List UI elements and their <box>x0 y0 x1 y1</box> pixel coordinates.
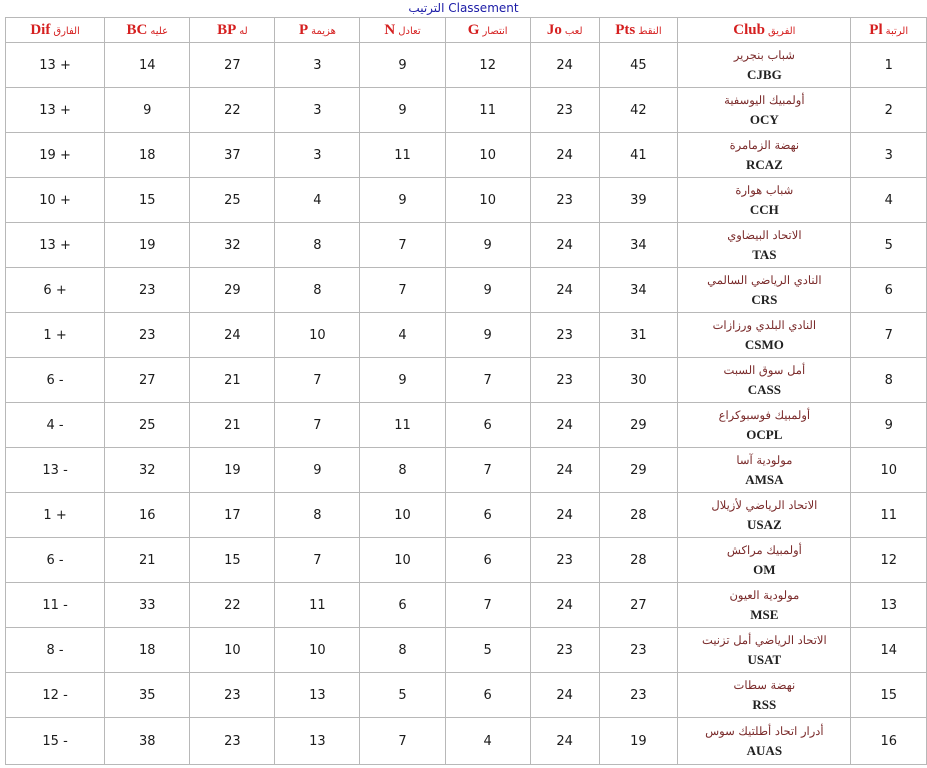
cell-g: 10 <box>445 133 530 178</box>
cell-jo: 23 <box>530 538 599 583</box>
table-row <box>6 493 927 538</box>
cell-bp: 27 <box>190 43 275 88</box>
cell-g: 6 <box>445 403 530 448</box>
cell-bp: 29 <box>190 268 275 313</box>
cell-pts: 28 <box>599 493 678 538</box>
cell-pl: 7 <box>851 313 927 358</box>
club-code: OCPL <box>746 427 783 442</box>
cell-pl: 1 <box>851 43 927 88</box>
cell-g: 11 <box>445 88 530 133</box>
cell-club <box>678 673 851 718</box>
cell-bc: 19 <box>105 223 190 268</box>
club-code: CRS <box>751 292 778 307</box>
table-row <box>6 88 927 133</box>
cell-dif: 8 - <box>6 628 105 673</box>
club-code: AMSA <box>745 472 784 487</box>
cell-jo: 24 <box>530 583 599 628</box>
club-name-arabic: أولمبيك مراكش <box>726 543 802 557</box>
cell-pl: 12 <box>851 538 927 583</box>
cell-pts: 23 <box>599 628 678 673</box>
cell-p: 8 <box>275 223 360 268</box>
header-jo: لعبJo <box>530 18 599 43</box>
club-code: TAS <box>752 247 777 262</box>
cell-bc: 38 <box>105 718 190 765</box>
cell-n: 10 <box>360 538 445 583</box>
cell-g: 12 <box>445 43 530 88</box>
club-name-arabic: نهضة الزمامرة <box>729 138 800 152</box>
table-row <box>6 358 927 403</box>
cell-n: 7 <box>360 223 445 268</box>
club-name-arabic: مولودية آسا <box>736 453 793 467</box>
cell-pl: 4 <box>851 178 927 223</box>
club-code: MSE <box>750 607 779 622</box>
cell-bc: 18 <box>105 628 190 673</box>
cell-bp: 21 <box>190 403 275 448</box>
cell-dif: 15 - <box>6 718 105 765</box>
cell-bc: 9 <box>105 88 190 133</box>
cell-pts: 27 <box>599 583 678 628</box>
cell-bp: 22 <box>190 583 275 628</box>
cell-pl: 13 <box>851 583 927 628</box>
cell-n: 7 <box>360 718 445 765</box>
cell-club <box>678 223 851 268</box>
club-code: CSMO <box>744 337 784 352</box>
cell-jo: 24 <box>530 493 599 538</box>
cell-p: 9 <box>275 448 360 493</box>
club-name-arabic: الاتحاد البيضاوي <box>727 228 802 242</box>
cell-p: 3 <box>275 88 360 133</box>
cell-pl: 9 <box>851 403 927 448</box>
cell-p: 13 <box>275 673 360 718</box>
cell-pts: 29 <box>599 403 678 448</box>
title-arabic: الترتيب <box>408 1 445 15</box>
cell-club <box>678 268 851 313</box>
cell-g: 5 <box>445 628 530 673</box>
table-row <box>6 583 927 628</box>
cell-pts: 28 <box>599 538 678 583</box>
cell-p: 7 <box>275 403 360 448</box>
cell-club <box>678 88 851 133</box>
cell-g: 9 <box>445 268 530 313</box>
club-code: RCAZ <box>745 157 783 172</box>
cell-n: 8 <box>360 628 445 673</box>
header-g: انتصارG <box>445 18 530 43</box>
cell-dif: 1 + <box>6 493 105 538</box>
cell-bp: 23 <box>190 718 275 765</box>
cell-jo: 23 <box>530 313 599 358</box>
club-name-arabic: الاتحاد الرياضي أمل تزنيت <box>702 633 827 647</box>
cell-p: 11 <box>275 583 360 628</box>
table-row <box>6 403 927 448</box>
club-code: RSS <box>752 697 777 712</box>
header-dif: الفارقDif <box>6 18 105 43</box>
cell-bc: 15 <box>105 178 190 223</box>
cell-dif: 6 - <box>6 358 105 403</box>
cell-n: 9 <box>360 178 445 223</box>
cell-pts: 42 <box>599 88 678 133</box>
header-n: تعادلN <box>360 18 445 43</box>
cell-dif: 1 + <box>6 313 105 358</box>
cell-p: 4 <box>275 178 360 223</box>
cell-jo: 24 <box>530 718 599 765</box>
cell-pts: 39 <box>599 178 678 223</box>
cell-club <box>678 313 851 358</box>
cell-bc: 21 <box>105 538 190 583</box>
cell-bc: 23 <box>105 313 190 358</box>
club-name-arabic: أدرار اتحاد أطلتيك سوس <box>705 724 824 738</box>
cell-pl: 3 <box>851 133 927 178</box>
cell-bc: 33 <box>105 583 190 628</box>
cell-club <box>678 43 851 88</box>
header-bp: لهBP <box>190 18 275 43</box>
cell-pts: 30 <box>599 358 678 403</box>
cell-pl: 8 <box>851 358 927 403</box>
club-name-arabic: شباب هوارة <box>735 183 794 197</box>
cell-jo: 24 <box>530 223 599 268</box>
cell-bp: 25 <box>190 178 275 223</box>
page-title <box>0 0 927 17</box>
cell-p: 7 <box>275 538 360 583</box>
cell-n: 7 <box>360 268 445 313</box>
cell-bp: 32 <box>190 223 275 268</box>
cell-g: 6 <box>445 493 530 538</box>
cell-n: 11 <box>360 403 445 448</box>
cell-club <box>678 493 851 538</box>
cell-n: 11 <box>360 133 445 178</box>
cell-bp: 21 <box>190 358 275 403</box>
cell-p: 7 <box>275 358 360 403</box>
header-row <box>6 18 927 43</box>
cell-bp: 19 <box>190 448 275 493</box>
club-code: CASS <box>747 382 781 397</box>
club-name-arabic: مولودية العيون <box>729 588 800 602</box>
cell-jo: 24 <box>530 673 599 718</box>
cell-dif: 11 - <box>6 583 105 628</box>
cell-jo: 24 <box>530 403 599 448</box>
cell-bp: 37 <box>190 133 275 178</box>
club-name-arabic: الاتحاد الرياضي لأزيلال <box>711 498 818 512</box>
cell-p: 3 <box>275 133 360 178</box>
cell-bp: 10 <box>190 628 275 673</box>
table-row <box>6 133 927 178</box>
cell-club <box>678 178 851 223</box>
club-name-arabic: أمل سوق السبت <box>723 363 806 377</box>
cell-club <box>678 133 851 178</box>
cell-pl: 2 <box>851 88 927 133</box>
club-code: CCH <box>749 202 779 217</box>
cell-n: 8 <box>360 448 445 493</box>
table-row <box>6 538 927 583</box>
table-row <box>6 223 927 268</box>
cell-club <box>678 583 851 628</box>
club-code: OM <box>753 562 776 577</box>
table-row <box>6 448 927 493</box>
cell-pts: 29 <box>599 448 678 493</box>
club-code: USAT <box>747 652 782 667</box>
header-pts: النقطPts <box>599 18 678 43</box>
cell-pts: 41 <box>599 133 678 178</box>
cell-bp: 17 <box>190 493 275 538</box>
cell-jo: 23 <box>530 88 599 133</box>
table-row <box>6 313 927 358</box>
cell-dif: 10 + <box>6 178 105 223</box>
cell-g: 6 <box>445 538 530 583</box>
table-row <box>6 178 927 223</box>
club-code: AUAS <box>746 743 783 758</box>
cell-n: 5 <box>360 673 445 718</box>
cell-club <box>678 403 851 448</box>
cell-p: 13 <box>275 718 360 765</box>
cell-pl: 11 <box>851 493 927 538</box>
cell-club <box>678 358 851 403</box>
club-code: USAZ <box>747 517 782 532</box>
cell-g: 4 <box>445 718 530 765</box>
cell-club <box>678 448 851 493</box>
cell-g: 9 <box>445 223 530 268</box>
cell-p: 8 <box>275 268 360 313</box>
header-bc: عليهBC <box>105 18 190 43</box>
header-club: الفريقClub <box>678 18 851 43</box>
cell-p: 3 <box>275 43 360 88</box>
cell-bp: 15 <box>190 538 275 583</box>
cell-n: 9 <box>360 358 445 403</box>
cell-jo: 24 <box>530 448 599 493</box>
cell-bc: 32 <box>105 448 190 493</box>
club-name-arabic: النادي البلدي ورزازات <box>712 318 817 332</box>
cell-n: 4 <box>360 313 445 358</box>
cell-bc: 27 <box>105 358 190 403</box>
cell-pts: 19 <box>599 718 678 765</box>
cell-pts: 23 <box>599 673 678 718</box>
cell-g: 10 <box>445 178 530 223</box>
cell-pl: 15 <box>851 673 927 718</box>
cell-jo: 24 <box>530 133 599 178</box>
club-name-arabic: نهضة سطات <box>733 678 796 692</box>
cell-bc: 35 <box>105 673 190 718</box>
cell-n: 9 <box>360 88 445 133</box>
club-code: OCY <box>749 112 779 127</box>
cell-pts: 31 <box>599 313 678 358</box>
cell-pl: 16 <box>851 718 927 765</box>
cell-bp: 24 <box>190 313 275 358</box>
cell-g: 9 <box>445 313 530 358</box>
table-row <box>6 268 927 313</box>
cell-pts: 45 <box>599 43 678 88</box>
cell-g: 7 <box>445 583 530 628</box>
cell-bc: 14 <box>105 43 190 88</box>
club-code: CJBG <box>747 67 782 82</box>
cell-jo: 23 <box>530 358 599 403</box>
club-name-arabic: شباب بنجرير <box>733 48 795 62</box>
cell-dif: 12 - <box>6 673 105 718</box>
cell-pl: 10 <box>851 448 927 493</box>
cell-bc: 25 <box>105 403 190 448</box>
cell-p: 10 <box>275 628 360 673</box>
cell-dif: 6 - <box>6 538 105 583</box>
cell-bp: 22 <box>190 88 275 133</box>
cell-bc: 18 <box>105 133 190 178</box>
cell-pts: 34 <box>599 268 678 313</box>
table-row <box>6 628 927 673</box>
cell-bp: 23 <box>190 673 275 718</box>
cell-pl: 6 <box>851 268 927 313</box>
cell-dif: 4 - <box>6 403 105 448</box>
table-row <box>6 718 927 765</box>
header-pl: الرتبةPl <box>851 18 927 43</box>
cell-jo: 23 <box>530 628 599 673</box>
club-name-arabic: النادي الرياضي السالمي <box>707 273 822 287</box>
cell-p: 8 <box>275 493 360 538</box>
standings-table <box>5 17 927 765</box>
club-name-arabic: أولمبيك اليوسفية <box>724 93 805 107</box>
title-french: Classement <box>448 1 519 15</box>
cell-pts: 34 <box>599 223 678 268</box>
cell-bc: 23 <box>105 268 190 313</box>
cell-g: 7 <box>445 358 530 403</box>
cell-jo: 24 <box>530 268 599 313</box>
cell-dif: 13 + <box>6 223 105 268</box>
cell-p: 10 <box>275 313 360 358</box>
cell-club <box>678 718 851 765</box>
cell-club <box>678 538 851 583</box>
cell-n: 9 <box>360 43 445 88</box>
cell-jo: 24 <box>530 43 599 88</box>
cell-g: 6 <box>445 673 530 718</box>
cell-dif: 6 + <box>6 268 105 313</box>
cell-jo: 23 <box>530 178 599 223</box>
cell-pl: 14 <box>851 628 927 673</box>
header-p: هزيمةP <box>275 18 360 43</box>
cell-bc: 16 <box>105 493 190 538</box>
club-name-arabic: أولمبيك فوسبوكراع <box>718 408 811 422</box>
table-row <box>6 673 927 718</box>
cell-club <box>678 628 851 673</box>
cell-dif: 13 + <box>6 43 105 88</box>
cell-n: 10 <box>360 493 445 538</box>
table-row <box>6 43 927 88</box>
cell-dif: 19 + <box>6 133 105 178</box>
cell-g: 7 <box>445 448 530 493</box>
cell-dif: 13 + <box>6 88 105 133</box>
cell-n: 6 <box>360 583 445 628</box>
cell-dif: 13 - <box>6 448 105 493</box>
cell-pl: 5 <box>851 223 927 268</box>
